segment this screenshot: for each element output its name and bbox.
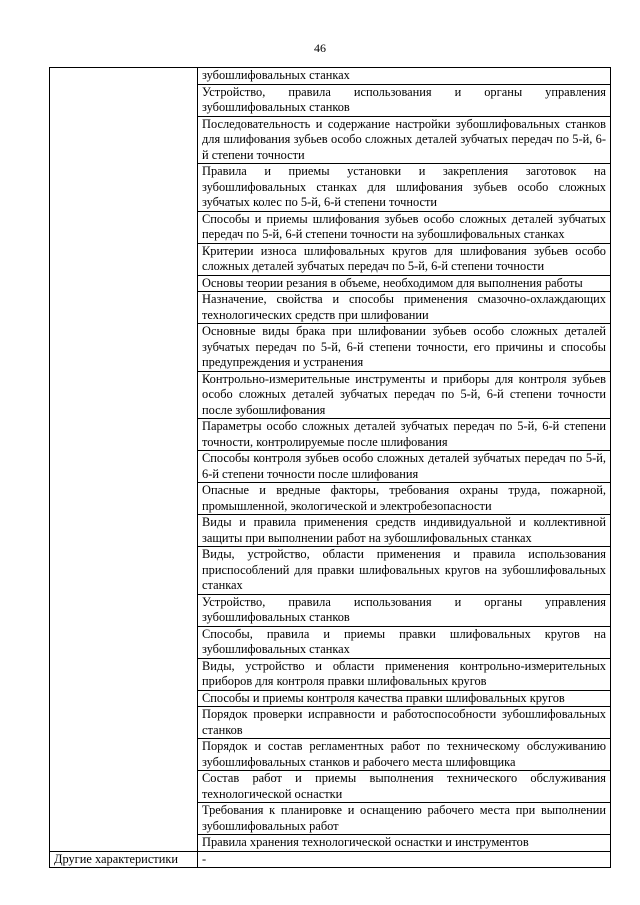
knowledge-item: Назначение, свойства и способы применения смазочно-охлаждающих технологических средств при шлифовании	[198, 292, 611, 324]
knowledge-item: Требования к планировке и оснащению рабочего места при выполнении зубошлифовальных работ	[198, 803, 611, 835]
knowledge-item: Контрольно-измерительные инструменты и приборы для контроля зубьев особо сложных деталей зубчатых передач по 5-й, 6-й степени точности после зубошлифования	[198, 371, 611, 419]
knowledge-item: Виды, устройство, области применения и правила использования приспособлений для правки шлифовальных кругов на зубошлифовальных станках	[198, 547, 611, 595]
knowledge-item: Опасные и вредные факторы, требования охраны труда, пожарной, промышленной, экологической и электробезопасности	[198, 483, 611, 515]
knowledge-item: Способы, правила и приемы правки шлифовальных кругов на зубошлифовальных станках	[198, 626, 611, 658]
knowledge-table	[49, 67, 611, 868]
knowledge-item: Последовательность и содержание настройки зубошлифовальных станков для шлифования зубьев особо сложных деталей зубчатых передач по 5-й, 6-й степени точности	[198, 116, 611, 164]
knowledge-item: Основы теории резания в объеме, необходимом для выполнения работы	[198, 275, 611, 292]
knowledge-item: Параметры особо сложных деталей зубчатых передач по 5-й, 6-й степени точности, контролируемые после шлифования	[198, 419, 611, 451]
knowledge-item: Виды и правила применения средств индивидуальной и коллективной защиты при выполнении работ на зубошлифовальных станках	[198, 515, 611, 547]
knowledge-item: Способы и приемы шлифования зубьев особо сложных деталей зубчатых передач по 5-й, 6-й степени точности на зубошлифовальных станках	[198, 211, 611, 243]
other-characteristics-value: -	[198, 851, 611, 868]
knowledge-item: Способы и приемы контроля качества правки шлифовальных кругов	[198, 690, 611, 707]
knowledge-item: Устройство, правила использования и органы управления зубошлифовальных станков	[198, 594, 611, 626]
knowledge-item: Виды, устройство и области применения контрольно-измерительных приборов для контроля правки шлифовальных кругов	[198, 658, 611, 690]
knowledge-item: Состав работ и приемы выполнения технического обслуживания технологической оснастки	[198, 771, 611, 803]
knowledge-item: Критерии износа шлифовальных кругов для шлифования зубьев особо сложных деталей зубчатых передач по 5-й, 6-й степени точности	[198, 243, 611, 275]
knowledge-item: Основные виды брака при шлифовании зубьев особо сложных деталей зубчатых передач по 5-й, 6-й степени точности, его причины и способы предупреждения и устранения	[198, 324, 611, 372]
section-label-cell	[50, 68, 198, 852]
other-characteristics-label: Другие характеристики	[50, 851, 198, 868]
knowledge-item: Устройство, правила использования и органы управления зубошлифовальных станков	[198, 84, 611, 116]
knowledge-item: Способы контроля зубьев особо сложных деталей зубчатых передач по 5-й, 6-й степени точности после шлифования	[198, 451, 611, 483]
knowledge-item: Правила хранения технологической оснастки и инструментов	[198, 835, 611, 852]
knowledge-item: Порядок и состав регламентных работ по техническому обслуживанию зубошлифовальных станков и рабочего места шлифовщика	[198, 739, 611, 771]
knowledge-item: Правила и приемы установки и закрепления заготовок на зубошлифовальных станках для шлифования зубьев особо сложных зубчатых колес по 5-й, 6-й степени точности	[198, 164, 611, 212]
knowledge-item: Порядок проверки исправности и работоспособности зубошлифовальных станков	[198, 707, 611, 739]
page-number: 46	[314, 41, 326, 55]
knowledge-item: зубошлифовальных станках	[198, 68, 611, 85]
other-characteristics-row	[50, 851, 611, 868]
knowledge-row	[50, 68, 611, 85]
